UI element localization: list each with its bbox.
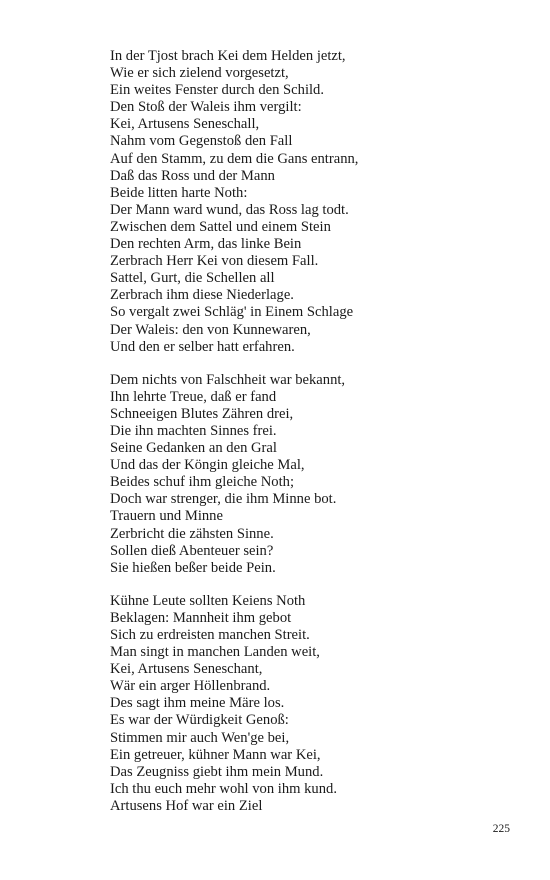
verse-line: Zwischen dem Sattel und einem Stein (110, 218, 331, 235)
verse-line: Sich zu erdreisten manchen Streit. (110, 627, 310, 643)
verse-line: Ein getreuer, kühner Mann war Kei, (110, 746, 321, 763)
verse-line: Zerbrach ihm diese Niederlage. (110, 287, 294, 304)
verse-line: Doch war strenger, die ihm Minne bot. (110, 491, 337, 508)
stanza (110, 593, 510, 815)
verse-line: Der Mann ward wund, das Ross lag todt. (110, 201, 349, 218)
stanza (110, 48, 510, 356)
verse-line: Daß das Ross und der Mann (110, 167, 275, 184)
verse-line: Die ihn machten Sinnes frei. (110, 422, 277, 439)
verse-line: Trauern und Minne (110, 508, 223, 525)
verse-line: Stimmen mir auch Wen'ge bei, (110, 729, 290, 746)
verse-line: Schneeigen Blutes Zähren drei, (110, 405, 294, 422)
verse-line: Beides schuf ihm gleiche Noth; (110, 474, 295, 491)
verse-line: So vergalt zwei Schläg' in Einem Schlage (110, 304, 354, 321)
verse-line: Es war der Würdigkeit Genoß: (110, 712, 289, 729)
verse-line: Wie er sich zielend vorgesetzt, (110, 65, 289, 82)
verse-line: Zerbricht die zähsten Sinne. (110, 525, 274, 542)
verse-line: Beide litten harte Noth: (110, 184, 248, 201)
verse-line: Man singt in manchen Landen weit, (110, 644, 320, 661)
verse-line: Und den er selber hatt erfahren. (110, 338, 295, 355)
verse-line: Dem nichts von Falschheit war bekannt, (110, 371, 346, 388)
verse-line: Ihn lehrte Treue, daß er fand (110, 388, 277, 405)
verse-line: Seine Gedanken an den Gral (110, 440, 277, 457)
verse-line: Wär ein arger Höllenbrand. (110, 678, 271, 695)
verse-line: Kei, Artusens Seneschall, (110, 116, 260, 133)
verse-line: Kühne Leute sollten Keiens Noth (110, 592, 306, 609)
verse-line: Zerbrach Herr Kei von diesem Fall. (110, 253, 319, 270)
verse-line: Sollen dieß Abenteuer sein? (110, 542, 274, 559)
verse-line: Das Zeugniss giebt ihm mein Mund. (110, 763, 324, 780)
verse-line: In der Tjost brach Kei dem Helden jetzt, (110, 48, 346, 64)
verse-line: Ein weites Fenster durch den Schild. (110, 82, 324, 99)
verse-line: Der Waleis: den von Kunnewaren, (110, 321, 311, 338)
verse-line: Ich thu euch mehr wohl von ihm kund. (110, 780, 337, 797)
verse-line: Nahm vom Gegenstoß den Fall (110, 133, 293, 150)
verse-line: Kei, Artusens Seneschant, (110, 661, 263, 678)
verse-line: Beklagen: Mannheit ihm gebot (110, 609, 292, 626)
verse-line: Den Stoß der Waleis ihm vergilt: (110, 99, 302, 116)
verse-line: Den rechten Arm, das linke Bein (110, 236, 302, 253)
verse-line: Und das der Köngin gleiche Mal, (110, 457, 305, 474)
verse-line: Auf den Stamm, zu dem die Gans entrann, (110, 150, 359, 167)
stanza (110, 372, 510, 577)
verse-line: Des sagt ihm meine Märe los. (110, 695, 285, 712)
page-number: 225 (492, 823, 510, 835)
poem-text (110, 48, 510, 831)
verse-line: Sattel, Gurt, die Schellen all (110, 270, 275, 287)
verse-line: Artusens Hof war ein Ziel (110, 797, 263, 814)
verse-line: Sie hießen beßer beide Pein. (110, 559, 276, 576)
